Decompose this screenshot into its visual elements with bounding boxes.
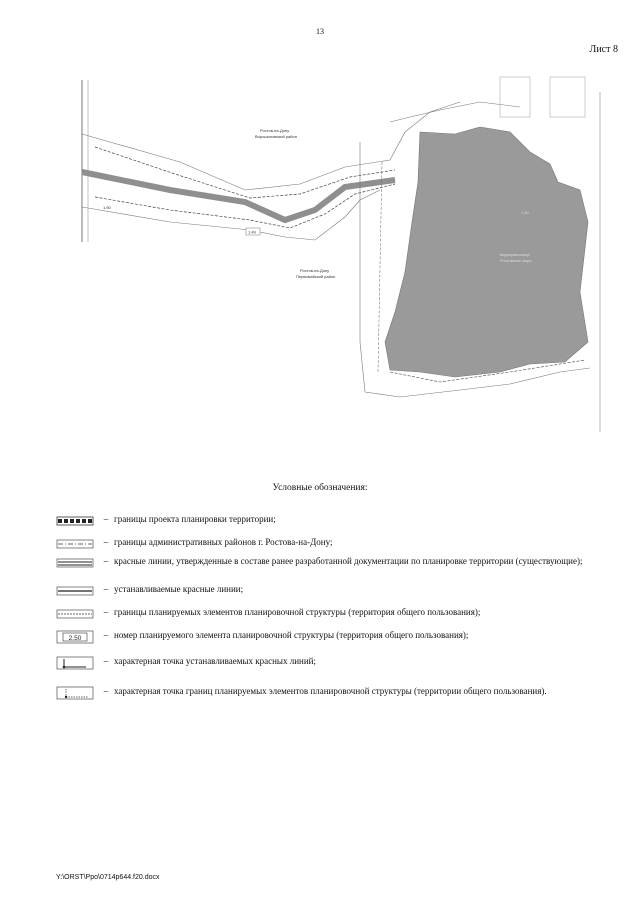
legend-text: красные линии, утвержденные в составе ранее разработанной документации по планировке территории (существующие);: [114, 556, 583, 566]
district-label-line: Ворошиловский район: [255, 134, 297, 139]
element-number-label: 1.49: [248, 229, 256, 235]
element-boundary-icon: [56, 607, 94, 621]
project-boundary-icon: [56, 514, 94, 528]
road-carriageway: [82, 172, 395, 220]
element-point-icon: [56, 686, 94, 700]
sheet-label: Лист 8: [589, 44, 618, 55]
element-number-label: 1.50: [103, 205, 111, 210]
legend-dash: –: [103, 607, 109, 617]
building-outline: [500, 77, 530, 117]
page-number: 13: [316, 27, 324, 36]
district-label-line: Ростов-на-Дону: [300, 268, 330, 273]
legend-title: Условные обозначения:: [272, 483, 368, 493]
district-label-line: Первомайский район: [296, 274, 336, 279]
existing-red-lines-icon: [56, 556, 94, 570]
legend-item: [56, 607, 616, 621]
legend-dash: –: [103, 556, 109, 566]
legend-text: характерная точка устанавливаемых красных линий;: [114, 656, 316, 666]
legend-dash: –: [103, 514, 109, 524]
reservoir-label-line: Ростовское море: [500, 258, 532, 263]
legend-item: [56, 514, 616, 528]
red-line: [378, 162, 382, 372]
red-line: [95, 184, 395, 228]
legend-item: [56, 656, 616, 670]
red-line-point-icon: [56, 656, 94, 670]
element-number-icon: [56, 630, 94, 644]
legend-text: номер планируемого элемента планировочной структуры (территория общего пользования);: [114, 630, 469, 640]
legend-text: границы административных районов г. Ростова-на-Дону;: [114, 537, 333, 547]
admin-boundary-icon: [56, 537, 94, 551]
legend-dash: –: [103, 686, 109, 696]
element-number-icon-label: 2.50: [68, 634, 82, 642]
element-number-label: 1.50: [521, 210, 529, 215]
building-outline: [550, 77, 585, 117]
reservoir-area: [385, 127, 588, 377]
new-red-lines-icon: [56, 584, 94, 598]
legend-item: [56, 686, 616, 700]
legend-dash: –: [103, 584, 109, 594]
district-label-line: Ростов-на-Дону: [260, 128, 290, 133]
footer-file-path: Y:\ORST\Ppo\0714p644.f20.docx: [56, 874, 160, 881]
legend-text: границы планируемых элементов планировочной структуры (территория общего пользования);: [114, 607, 481, 617]
legend-item: [56, 630, 616, 644]
legend-item: [56, 584, 616, 598]
legend-text: характерная точка границ планируемых элементов планировочной структуры (территории общего пользования).: [114, 686, 547, 696]
legend-item: [56, 537, 616, 551]
legend-text: устанавливаемые красные линии;: [114, 584, 244, 594]
legend-dash: –: [103, 656, 109, 666]
legend-text: границы проекта планировки территории;: [114, 514, 276, 524]
reservoir-label-line: водохранилище: [500, 252, 530, 257]
planning-map: [60, 72, 610, 440]
road-boundary-line: [82, 102, 460, 190]
legend-dash: –: [103, 630, 109, 640]
project-boundary-line: [390, 102, 520, 122]
red-line: [95, 147, 395, 198]
legend-item: [56, 556, 616, 570]
legend-dash: –: [103, 537, 109, 547]
